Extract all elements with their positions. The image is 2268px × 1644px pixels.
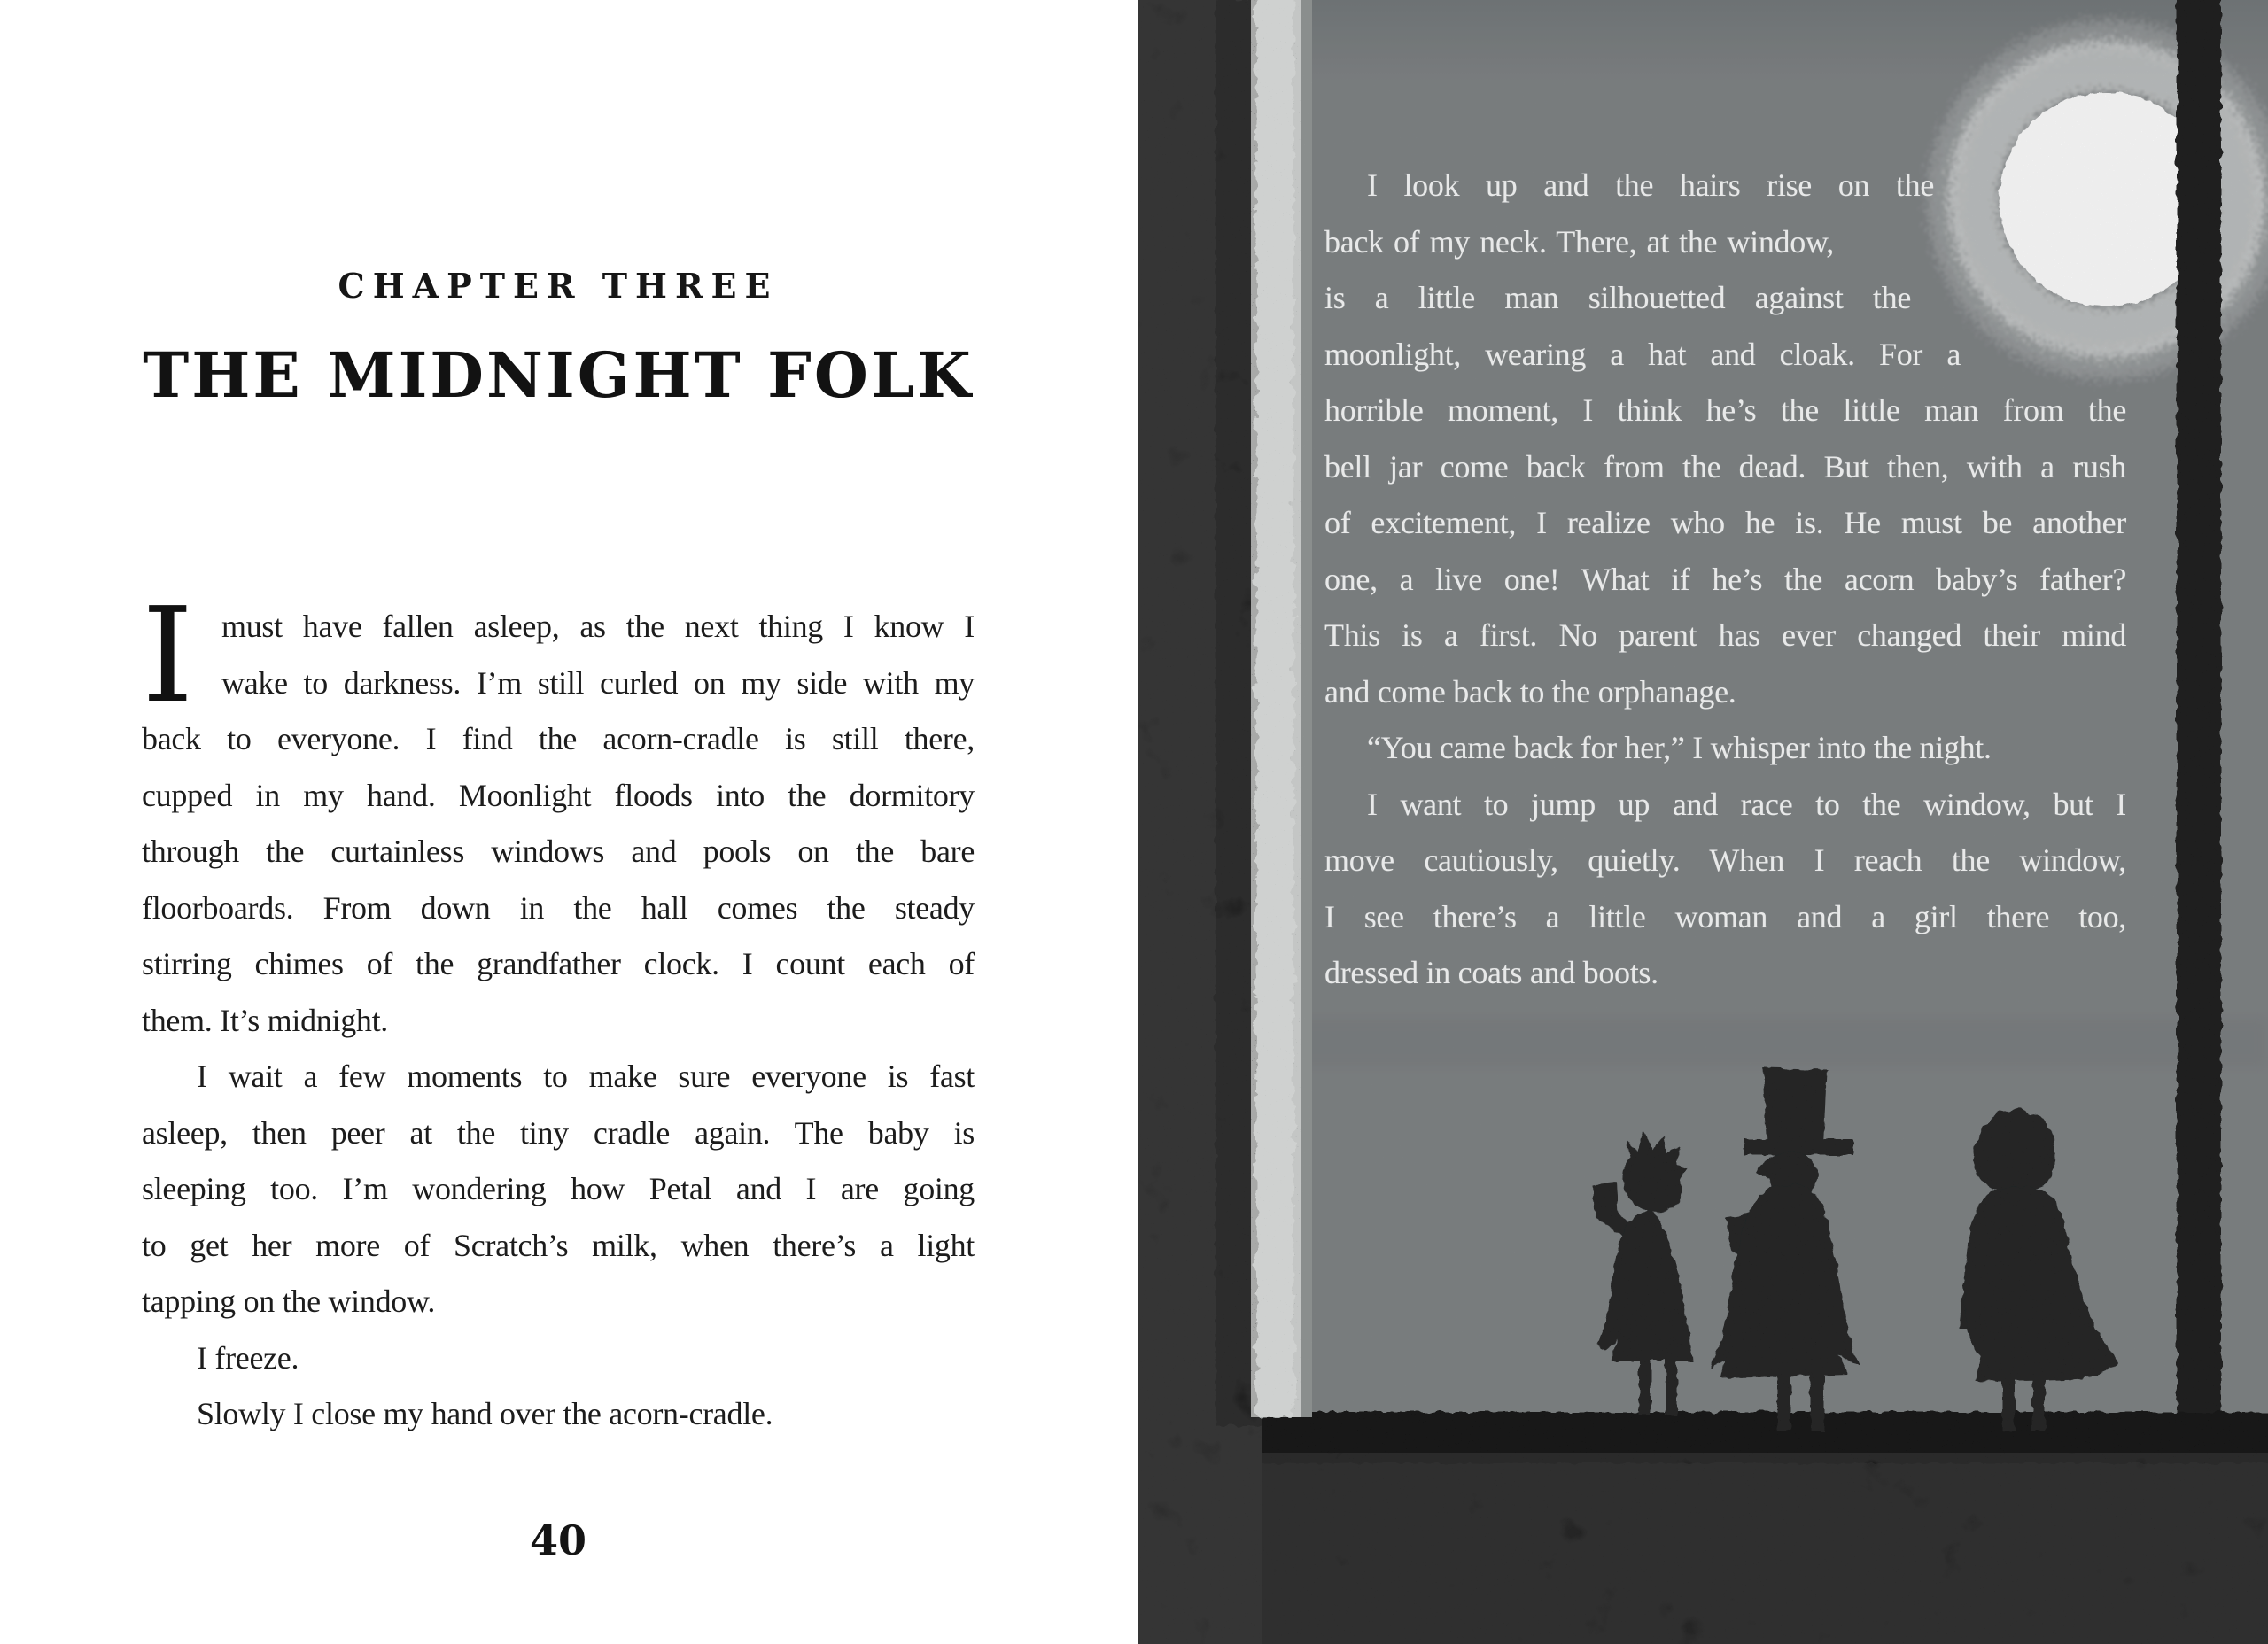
body-line: must have fallen asleep, as the next thing I know I xyxy=(221,609,975,644)
body-line: I want to jump up and race to the window, but I xyxy=(1367,786,2126,822)
body-line: I wait a few moments to make sure everyone is fast xyxy=(197,1059,975,1094)
body-line: I freeze. xyxy=(197,1339,299,1376)
right-page-illustration xyxy=(1138,0,2268,1644)
left-page-body xyxy=(142,579,975,1443)
body-line: them. It’s midnight. xyxy=(142,1002,388,1038)
body-line: move cautiously, quietly. When I reach the window, xyxy=(1324,842,2126,878)
body-line: to get her more of Scratch’s milk, when there’s a light xyxy=(142,1227,975,1263)
body-line: is a little man silhouetted against the xyxy=(1324,280,1911,315)
body-line: Slowly I close my hand over the acorn-cradle. xyxy=(197,1396,773,1431)
body-line: asleep, then peer at the tiny cradle again. The baby is xyxy=(142,1114,975,1151)
body-line: through the curtainless windows and pools on the bare xyxy=(142,834,975,869)
body-line: dressed in coats and boots. xyxy=(1324,955,1658,990)
body-line: tapping on the window. xyxy=(142,1283,436,1319)
body-line: of excitement, I realize who he is. He must be another xyxy=(1324,505,2126,540)
body-line: stirring chimes of the grandfather clock. I count each of xyxy=(142,946,975,981)
body-line: back of my neck. There, at the window, xyxy=(1324,223,1834,260)
body-line: one, a live one! What if he’s the acorn baby’s father? xyxy=(1324,561,2126,597)
page-number: 40 xyxy=(529,1516,586,1564)
drop-cap: I xyxy=(142,579,194,732)
body-line: I see there’s a little woman and a girl there too, xyxy=(1324,898,2126,934)
body-line: moonlight, wearing a hat and cloak. For a xyxy=(1324,336,1961,372)
body-line: wake to darkness. I’m still curled on my side with my xyxy=(221,664,975,701)
body-line: and come back to the orphanage. xyxy=(1324,673,1736,710)
body-line: I look up and the hairs rise on the xyxy=(1367,167,1934,203)
body-line: bell jar come back from the dead. But then, with a rush xyxy=(1324,448,2126,485)
body-line: back to everyone. I find the acorn-cradle is still there, xyxy=(142,721,975,756)
body-line: sleeping too. I’m wondering how Petal and I are going xyxy=(142,1171,975,1206)
body-line: floorboards. From down in the hall comes the steady xyxy=(142,889,975,926)
body-line: cupped in my hand. Moonlight floods into the dormitory xyxy=(142,777,975,813)
chapter-label: CHAPTER THREE xyxy=(338,266,779,306)
body-line: horrible moment, I think he’s the little man from the xyxy=(1324,392,2126,428)
body-line: “You came back for her,” I whisper into the night. xyxy=(1367,730,1992,765)
body-line: This is a first. No parent has ever changed their mind xyxy=(1324,617,2126,653)
right-page-body xyxy=(1324,158,2126,1002)
chapter-title: THE MIDNIGHT FOLK xyxy=(143,338,974,412)
